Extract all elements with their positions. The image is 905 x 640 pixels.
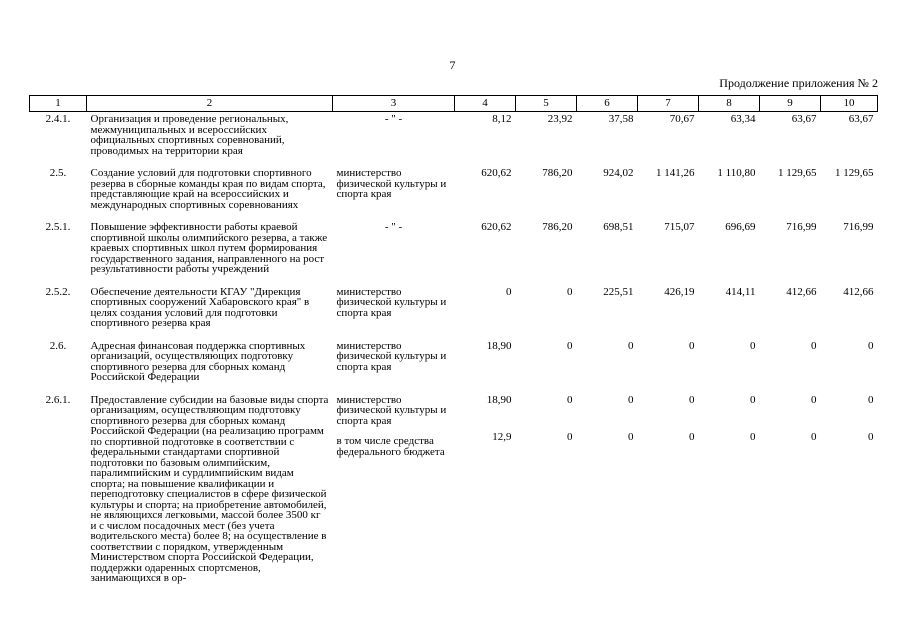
header-cell: 6 — [577, 96, 638, 112]
row-value-cell — [455, 393, 516, 594]
row-value: 1 110,80 — [717, 167, 756, 179]
row-executor: министерство физической культуры и спорта края — [336, 285, 447, 319]
row-value: 0 — [868, 339, 874, 352]
header-cell: 2 — [87, 96, 333, 112]
row-value-sub: 0 — [750, 431, 756, 443]
row-value: 620,62 — [481, 221, 512, 233]
row-number: 2.5.1. — [45, 221, 71, 233]
row-value-sub: 0 — [628, 431, 634, 443]
row-value: 414,11 — [725, 285, 756, 298]
row-value: 0 — [689, 339, 695, 352]
row-value: 1 129,65 — [835, 167, 874, 179]
header-cell: 1 — [30, 96, 87, 112]
table-row — [30, 112, 878, 167]
header-row — [30, 96, 878, 112]
table-row — [30, 220, 878, 285]
row-name: Адресная финансовая поддержка спортивных организаций, осуществляющих подготовку спортивного резерва для сборных команд Российской Федерации — [90, 339, 306, 383]
row-value-sub: 12,9 — [492, 431, 512, 443]
row-executor — [333, 220, 455, 285]
header-cell: 10 — [821, 96, 878, 112]
row-value-sub: 0 — [811, 431, 817, 443]
table-row — [30, 285, 878, 339]
row-executor — [333, 393, 455, 594]
row-value: 412,66 — [786, 285, 817, 298]
continuation-label: Продолжение приложения № 2 — [719, 76, 878, 90]
row-value: 1 141,26 — [656, 167, 695, 179]
executor-sub: в том числе средства федерального бюджета — [336, 435, 445, 458]
row-value: 8,12 — [492, 113, 512, 125]
row-value: 70,67 — [669, 113, 695, 125]
header-cell: 8 — [699, 96, 760, 112]
row-value: 0 — [628, 339, 634, 352]
row-value: 698,51 — [603, 221, 634, 233]
row-value: 715,07 — [664, 221, 695, 233]
row-value: 412,66 — [843, 285, 874, 298]
row-value: 225,51 — [603, 285, 634, 298]
row-value: 0 — [689, 393, 695, 406]
row-value: 18,90 — [486, 339, 512, 352]
row-value: 63,67 — [791, 113, 817, 125]
page-number: 7 — [449, 58, 456, 72]
row-value: 0 — [506, 285, 512, 298]
row-value: 0 — [567, 393, 573, 406]
table-row — [30, 393, 878, 594]
row-value-sub: 0 — [689, 431, 695, 443]
row-name: Обеспечение деятельности КГАУ "Дирекция спортивных сооружений Хабаровского края" в целях создания условий для подготовки спортивного резерва края — [90, 285, 310, 329]
row-executor: министерство физической культуры и спорта края — [336, 339, 447, 373]
row-number: 2.5. — [49, 167, 67, 179]
row-value-cell — [821, 393, 878, 594]
row-value: 716,99 — [843, 221, 874, 233]
row-value-cell — [760, 393, 821, 594]
row-name: Повышение эффективности работы краевой спортивной школы олимпийского резерва, а также краевых спортивных школ путем формирования государственного задания, направленного на рост результативности работы учреждений — [90, 221, 328, 275]
row-value: 620,62 — [481, 167, 512, 179]
row-number: 2.5.2. — [45, 285, 71, 298]
table-row — [30, 339, 878, 393]
row-value: 0 — [750, 339, 756, 352]
row-value-cell — [638, 393, 699, 594]
row-value: 716,99 — [786, 221, 817, 233]
row-number: 2.6.1. — [45, 393, 71, 406]
row-value: 0 — [628, 393, 634, 406]
executor-main: министерство физической культуры и спорта края — [336, 393, 447, 427]
header-cell: 3 — [333, 96, 455, 112]
row-value: 1 129,65 — [778, 167, 817, 179]
header-cell: 4 — [455, 96, 516, 112]
row-value: 23,92 — [547, 113, 573, 125]
ditto-mark: - " - — [384, 221, 403, 233]
row-value-sub: 0 — [567, 431, 573, 443]
row-value: 786,20 — [542, 167, 573, 179]
table-row — [30, 166, 878, 220]
row-number: 2.6. — [49, 339, 67, 352]
row-executor — [333, 112, 455, 167]
row-value: 37,58 — [608, 113, 634, 125]
row-value-cell — [577, 393, 638, 594]
row-name: Создание условий для подготовки спортивного резерва в сборные команды края по видам спорта, представляющие край на всероссийских и международных спортивных соревнованиях — [90, 167, 326, 211]
row-name: Предоставление субсидии на базовые виды спорта организациям, осуществляющим подготовку спортивного резерва для сборных команд Российской Федерации (на реализацию программ по спортивной подготовке в соответствии с федеральными стандартами спортивной подготовки по базовым олимпийским, паралимпийским и сурдлимпийским видам спорта; на повышение квалификации и переподготовку специалистов в сфере физической культуры и спорта; на приобретение автомобилей, не являющихся легковыми, массой более 3500 кг и с числом посадочных мест (без учета водительского места) более 8; на осуществление в соответствии с порядком, утвержденным Министерством спорта Российской Федерации, поддержки одаренных спортсменов, занимающихся в ор- — [90, 393, 329, 584]
row-name: Организация и проведение региональных, межмуниципальных и всероссийских официальных спортивных соревнований, проводимых на территории края — [90, 113, 289, 157]
row-value: 0 — [811, 339, 817, 352]
row-value: 0 — [811, 393, 817, 406]
row-value-cell — [516, 393, 577, 594]
row-value: 63,67 — [848, 113, 874, 125]
row-value-sub: 0 — [868, 431, 874, 443]
row-value: 18,90 — [486, 393, 512, 406]
row-value: 0 — [567, 285, 573, 298]
row-value: 63,34 — [730, 113, 756, 125]
row-value: 786,20 — [542, 221, 573, 233]
header-cell: 7 — [638, 96, 699, 112]
ditto-mark: - " - — [384, 113, 403, 125]
row-value: 0 — [567, 339, 573, 352]
row-value: 426,19 — [664, 285, 695, 298]
header-cell: 5 — [516, 96, 577, 112]
row-executor: министерство физической культуры и спорта края — [336, 167, 447, 200]
header-cell: 9 — [760, 96, 821, 112]
row-value: 924,02 — [603, 167, 634, 179]
appendix-table — [29, 95, 878, 594]
row-value-cell — [699, 393, 760, 594]
row-value: 0 — [868, 393, 874, 406]
row-value: 0 — [750, 393, 756, 406]
row-value: 696,69 — [725, 221, 756, 233]
row-number: 2.4.1. — [45, 113, 71, 125]
